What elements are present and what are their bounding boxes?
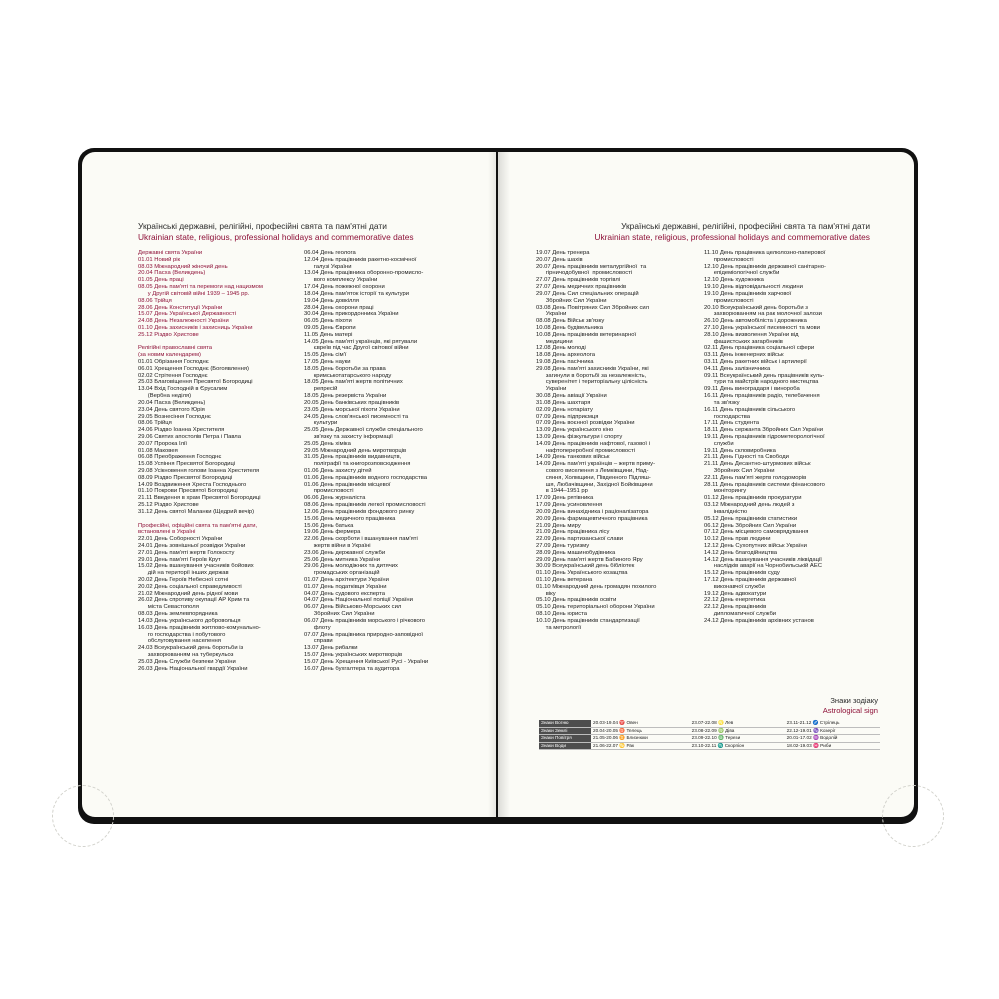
date-entry: 29.05 Міжнародний день миротворців [304,447,407,454]
date-entry: 01.05 День праці [138,277,184,284]
date-entry: 08.06 Трійця [138,297,172,304]
date-entry: 28.10 День визволення України від [704,331,799,338]
corner-pocket-left [52,785,114,847]
date-entry: 15.02 День вшанування учасників бойових [138,563,254,570]
date-entry: 10.08 День будівельника [536,324,603,331]
date-entry: 01.10 День Українського козацтва [536,570,628,577]
date-entry: 12.10 День працівників державної санітарно- [704,263,826,270]
date-entry: 25.03 День Служби безпеки України [138,658,236,665]
date-entry: 16.11 День працівників радіо, телебачення [704,393,820,400]
date-entry: 13.07 День рибалки [304,645,358,652]
zodiac-row-earth [539,727,880,735]
date-entry: 04.11 День залізничника [704,365,771,372]
date-entry: 17.12 День працівників державної [704,577,797,583]
date-entry: наслідків аварії на Чорнобильській АЕС [704,563,822,570]
date-entry: 22.01 День Соборності України [138,536,223,543]
date-entry: шя, Любачівщини, Західної Бойківщини [536,481,653,488]
date-entry: 17.09 День усиновлення [536,502,603,509]
date-entry: 03.08 День Повітряних Сил Збройних сил [536,304,650,311]
date-entry: 30.04 День прикордонника України [304,311,399,318]
date-entry: 01.10 День захисників і захисниць України [138,324,253,331]
date-entry: тури та майстрів народного мистецтва [704,379,819,386]
date-entry: 06.08 Преображення Господнє [138,454,222,461]
date-entry: 23.05 День морської піхоти України [304,406,400,413]
header-english: Ukrainian state, religious, professional holidays and commemorative dates [594,232,870,242]
right-column-2 [704,250,876,625]
corner-pocket-right [882,785,944,847]
date-entry: 25.03 Благовіщення Пресвятої Богородиці [138,379,253,386]
date-entry: 02.11 День працівника соціальної сфери [704,345,815,352]
date-entry: 27.07 День медичних працівників [536,284,627,291]
zodiac-cell: 22.12-19.01 ♑ Козеріг [786,727,836,733]
date-entry: обслуговування населення [138,638,221,645]
right-page [498,152,914,817]
date-entry: 08.03 Міжнародний жіночий день [138,263,228,270]
date-entry: 09.11 Всеукраїнський день працівників куль- [704,372,825,379]
date-entry: 26.02 День спротиву окупації АР Крим та [138,597,250,604]
date-entry: 10.08 День працівників ветеринарної [536,331,637,338]
date-entry: України [536,386,567,393]
date-entry: 06.04 День геолога [304,250,356,256]
date-entry: 10.10 День працівників стандартизації [536,617,640,624]
date-entry: 14.09 День танкових військ [536,454,610,461]
zodiac-title-english: Astrological sign [822,706,878,715]
date-entry: моніторингу [704,488,747,495]
date-entry: 05.10 День працівників освіти [536,597,617,604]
date-entry: 20.09 День фармацевтичного працівника [536,515,648,522]
date-entry: 01.06 День працівників місцевої [304,481,391,488]
date-entry: 28.06 День Конституції України [138,304,223,311]
date-entry: 14.09 День пам'яті українців – жертв приму- [536,461,656,468]
date-entry: 12.04 День працівників ракетно-космічної [304,256,417,263]
date-entry: 19.06 День фермера [304,529,361,536]
zodiac-cell: 23.09-22.10 ♎ Терези [691,735,741,740]
date-entry: Збройних Сил України [536,297,607,304]
date-entry: 18.05 День пам'яті жертв політичних [304,379,403,386]
zodiac-cell: 23.10-22.11 ♏ Скорпіон [691,742,745,748]
date-entry: 20.07 День працівників металургійної та [536,263,647,270]
date-entry: 25.12 Різдво Христове [138,331,199,338]
date-entry: 01.06 День захисту дітей [304,468,372,474]
zodiac-cell: 23.11-21.12 ♐ Стрілець [786,720,840,725]
date-entry: 24.05 День слов'янської писемності та [304,413,409,420]
date-entry: 09.11 День виноградаря і винороба [704,386,800,393]
date-entry: 10.12 День прав людини [704,536,771,543]
date-entry: 25.05 День Державної служби спеціального [304,427,423,434]
date-entry: 30.09 Всеукраїнський день бібліотек [536,563,635,570]
date-entry: зв'язку та захисту інформації [304,433,393,440]
date-entry: 25.12 Різдво Христове [138,502,199,509]
date-entry: та зв'язку [704,399,740,406]
date-entry: 15.12 День працівників суду [704,570,780,577]
date-entry: 20.10 Всеукраїнський день боротьби з [704,304,808,311]
date-entry: 19.11 День скловиробника [704,447,776,454]
date-entry: 20.05 День банківських працівників [304,399,400,406]
date-entry: встановлені в Україні [138,529,196,536]
date-entry: 17.05 День науки [304,359,351,365]
date-entry: 06.12 День Збройних Сил України [704,522,797,529]
date-entry: 20.07 Пророка Ілії [138,440,187,447]
date-entry: 19.10 День працівників харчової [704,290,792,297]
header-ukrainian: Українські державні, релігійні, професійні свята та пам'ятні дати [138,221,387,231]
date-entry: 04.07 День Національної поліції України [304,597,413,604]
date-entry: 15.06 День батька [304,522,354,529]
date-entry: 08.08 День Військ зв'язку [536,318,605,325]
date-entry: медицини [536,338,573,345]
date-entry: 01.10 День ветерана [536,577,593,583]
date-entry: 21.02 Міжнародний день рідної мови [138,590,238,597]
date-entry: 29.09 День пам'яті жертв Бабиного Яру [536,556,643,563]
zodiac-cell: 20.04-20.05 ♉ Телець [593,727,642,733]
date-entry: 16.07 День бухгалтера та аудитора [304,665,400,672]
date-entry: 20.04 Пасха (Великдень) [138,270,206,277]
date-entry: 24.01 День зовнішньої розвідки України [138,542,246,549]
date-entry: суверенітет і територіальну цілісність [536,379,648,386]
date-entry: Збройних Сил України [304,611,375,618]
date-entry: 13.04 Вхід Господній в Єрусалим [138,386,228,393]
date-entry: 22.12 День енергетика [704,597,766,604]
date-entry: 08.05 День пам'яті та перемоги над нацизмом [138,284,263,291]
date-entry: 29.06 Святих апостолів Петра і Павла [138,433,241,440]
date-entry: 17.04 День пожежної охорони [304,284,385,291]
date-entry: 01.10 Покрови Пресвятої Богородиці [138,488,238,495]
date-entry: громадських організацій [304,570,380,577]
date-entry: 31.08 День шахтаря [536,399,591,406]
date-entry: 18.05 День резервіста України [304,393,387,400]
date-entry: 01.07 День архітектури України [304,577,389,583]
zodiac-row-water [539,742,880,750]
zodiac-group-label: Знаки Вогню [539,720,591,727]
date-entry: 08.06 День працівників легкої промисловості [304,502,426,509]
date-entry: 03.11 День інженерних військ [704,352,784,359]
zodiac-row-fire [539,720,880,727]
date-entry: міста Севастополя [138,604,199,611]
date-entry: фашистських загарбників [704,338,783,345]
date-entry: 05.10 День територіальної оборони України [536,604,655,611]
date-entry: 30.08 День авіації України [536,393,607,400]
date-entry: 08.09 Різдво Пресвятої Богородиці [138,474,233,481]
date-entry: флоту [304,624,331,631]
date-entry: 08.06 Трійця [138,420,172,427]
left-column-2 [304,250,482,672]
date-entry: 04.07 День судового експерта [304,590,386,597]
date-entry: 18.05 День боротьби за права [304,365,386,372]
date-entry: 24.12 День працівників архівних установ [704,617,814,624]
date-entry: 14.05 День пам'яті українців, які рятували [304,338,418,345]
date-entry: 31.05 День працівників видавництв, [304,454,402,461]
date-entry: 01.06 День працівників водного господарства [304,474,428,481]
date-entry: 01.12 День працівників прокуратури [704,495,802,502]
zodiac-title-ukrainian: Знаки зодіаку [830,696,878,705]
right-page-header [540,221,870,243]
date-entry: культури [304,420,338,427]
date-entry: України [536,311,567,318]
date-entry: 24.06 Різдво Іоанна Хрестителя [138,427,225,434]
date-entry: 07.09 День воєнної розвідки України [536,420,635,427]
date-entry: 05.12 День працівників статистики [704,515,798,522]
date-entry: 24.08 День Незалежності України [138,318,229,325]
date-entry: (Вербна неділя) [138,393,192,400]
date-entry: 26.10 День автомобіліста і дорожника [704,318,807,325]
date-entry: 29.06 День молодіжних та дитячих [304,563,398,570]
date-entry: 24.03 Всеукраїнський день боротьби із [138,645,244,652]
date-entry: 13.09 День українського кіно [536,427,614,434]
date-entry: 29.08 День пам'яті захисників України, які [536,365,649,372]
date-entry: 03.12 Міжнародний день людей з [704,502,795,509]
date-entry: 20.09 День винахідника і раціоналізатора [536,508,649,515]
date-entry: Державні свята України [138,250,203,256]
date-entry: 14.12 День вшанування учасників ліквідації [704,556,822,563]
date-entry: 15.07 День Хрещення Київської Русі - України [304,658,429,665]
date-entry: 08.10 День юриста [536,611,588,618]
date-entry: 12.10 День художника [704,277,764,284]
date-entry: в 1944–1951 рр [536,488,588,495]
date-entry: 14.09 Воздвиження Хреста Господнього [138,481,247,488]
date-entry: (за новим календарем) [138,352,201,359]
date-entry: 21.11 День Десантно-штурмових військ [704,461,811,468]
zodiac-cell: 21.05-20.06 ♊ Близнюки [593,735,648,740]
date-entry: 19.10 День відповідальності людини [704,284,803,291]
left-column-1 [138,250,303,672]
date-entry: 27.10 День української писемності та мови [704,324,821,331]
header-ukrainian: Українські державні, релігійні, професійні свята та пам'ятні дати [621,221,870,231]
date-entry: 01.08 Маковея [138,447,178,454]
date-entry: 28.04 День охорони праці [304,304,374,311]
date-entry: 15.08 Успіння Пресвятої Богородиці [138,461,236,468]
date-entry: Професійні, офіційні свята та пам'ятні дати, [138,522,258,529]
date-entry: 12.08 День молоді [536,345,586,352]
date-entry: галузі України [304,263,352,270]
date-entry: 27.09 День туризму [536,542,590,549]
date-entry: віку [536,590,556,597]
zodiac-title [823,696,878,716]
date-entry: 01.01 Обрізання Господнє [138,359,209,365]
date-entry: жертв війни в Україні [304,542,371,549]
date-entry: 21.09 День миру [536,522,581,529]
date-entry: 22.09 День партизанської слави [536,536,624,543]
date-entry: поліграфії та книгорозповсюдження [304,461,411,468]
date-entry: 31.12 День святої Маланки (Щедрий вечір) [138,508,255,515]
date-entry: справи [304,638,333,645]
date-entry: 25.06 День митника України [304,556,380,563]
zodiac-group-label: Знаки Повітря [539,735,591,743]
date-entry: 12.06 День працівників фондового ринку [304,508,415,515]
date-entry: 15.06 День медичного працівника [304,515,396,522]
date-entry: 13.09 День фізкультури і спорту [536,433,623,440]
date-entry: 23.04 День святого Юрія [138,406,205,413]
date-entry: 15.05 День сім'ї [304,352,347,359]
date-entry: 07.07 День працівника природно-заповідної [304,631,423,638]
zodiac-group-label: Знаки Землі [539,727,591,735]
zodiac-cell: 18.02-19.03 ♓ Риби [786,742,832,748]
date-entry: 16.11 День працівників сільського [704,406,796,413]
date-entry: го господарства і побутового [138,631,226,638]
left-page [82,152,496,817]
date-entry: 19.07 День тренера [536,250,590,256]
date-entry: 11.05 День матері [304,331,353,338]
date-entry: Збройних Сил України [704,468,775,474]
date-entry: 15.07 День українських миротворців [304,651,403,658]
date-entry: загинули в боротьбі за незалежність, [536,372,647,379]
date-entry: 20.04 Пасха (Великдень) [138,399,206,406]
date-entry: 29.01 День пам'яті Героїв Крут [138,556,221,563]
date-entry: 18.11 День сержанта Збройних Сил України [704,427,824,434]
date-entry: 21.09 День працівника лісу [536,529,610,536]
date-entry: 18.04 День пам'яток історії та культури [304,290,409,297]
date-entry: репресій [304,386,338,393]
date-entry: нафтопереробної промисловості [536,447,636,454]
date-entry: господарства [704,413,750,420]
date-entry: 17.09 День рятівника [536,495,594,502]
date-entry: 06.05 День піхоти [304,318,352,325]
date-entry: інвалідністю [704,508,748,515]
date-entry: 01.10 Міжнародний день громадян похилого [536,583,657,590]
header-english: Ukrainian state, religious, professional holidays and commemorative dates [138,232,414,242]
date-entry: 07.09 День підприємця [536,413,599,420]
date-entry [138,516,303,523]
date-entry: промисловості [704,297,754,304]
date-entry: промисловості [704,256,754,263]
date-entry: 29.08 Усікновення голови Іоанна Хрестителя [138,468,260,474]
date-entry: та метрології [536,624,582,631]
date-entry: 17.11 День студента [704,420,760,427]
date-entry: вого комплексу України [304,277,378,284]
date-entry: 14.03 День українського добровольця [138,617,241,624]
date-entry: дій на території інших держав [138,570,229,577]
date-entry: захворюванням на туберкульоз [138,651,234,658]
date-entry: 27.07 День працівників торгівлі [536,277,621,284]
date-entry: 06.07 День працівників морського і річкового [304,617,426,624]
date-entry: 09.05 День Європи [304,324,356,331]
date-entry: 27.01 День пам'яті жертв Голокосту [138,549,235,556]
date-entry: 19.11 День працівників гідрометеорологічної [704,433,825,440]
date-entry: 06.06 День журналіста [304,495,366,502]
date-entry: 25.05 День хіміка [304,440,351,447]
zodiac-group-label: Знаки Води [539,742,591,750]
date-entry: 28.09 День машинобудівника [536,549,616,556]
date-entry: 03.11 День ракетних військ і артилерії [704,359,807,365]
zodiac-cell: 20.03-19.04 ♈ Овен [593,720,638,725]
date-entry: 22.12 День працівників [704,604,767,611]
date-entry: 12.12 День Сухопутних військ України [704,542,807,549]
date-entry: 28.11 День працівників системи фінансового [704,481,825,488]
date-entry: 29.07 День Сил спеціальних операцій [536,290,639,297]
date-entry: 15.07 День Української Державності [138,311,236,318]
zodiac-cell: 23.08-22.09 ♍ Діва [691,727,735,733]
date-entry: 14.09 День працівників нафтової, газової і [536,440,650,447]
date-entry: сяння, Холмщини, Південного Підляш- [536,474,651,481]
date-entry: 26.03 День Національної гвардії України [138,665,248,672]
date-entry: 01.07 День податківця України [304,583,387,590]
date-entry: 29.05 Вознесіння Господнє [138,413,211,420]
date-entry: у Другій світовій війні 1939 – 1945 рр. [138,290,250,297]
date-entry: 21.11 День Гідності та Свободи [704,454,789,461]
date-entry: 20.07 День шахів [536,256,583,263]
date-entry: 02.02 Стрітення Господнє [138,372,208,379]
date-entry: євреїв під час Другої світової війни [304,345,409,352]
date-entry: 06.01 Хрещення Господнє (Богоявлення) [138,365,249,372]
date-entry: 21.11 Введення в храм Пресвятої Богородиці [138,495,261,502]
date-entry: сового виселення з Лемківщини, Над- [536,468,649,474]
date-entry: 06.07 День Військово-Морських сил [304,604,402,611]
date-entry: 20.02 День соціальної справедливості [138,583,242,590]
date-entry: Релігійні православні свята [138,345,213,352]
date-entry: 18.08 День археолога [536,352,595,359]
date-entry: 11.10 День працівника целюлозно-паперової [704,250,826,256]
date-entry: 23.06 День державної служби [304,549,386,556]
date-entry: виконавчої служби [704,583,765,590]
left-page-header [138,221,468,243]
right-column-1 [536,250,706,632]
date-entry: 19.12 День адвокатури [704,590,767,597]
zodiac-cell: 20.01-17.02 ♒ Водолій [786,735,838,740]
zodiac-row-air [539,735,880,743]
date-entry: 19.08 День пасічника [536,359,594,365]
date-entry: 07.12 День місцевого самоврядування [704,529,809,536]
date-entry: промисловості [304,488,354,495]
date-entry: 19.04 День довкілля [304,297,359,304]
date-entry: 16.03 День працівників житлово-комунально- [138,624,261,631]
date-entry: захворюванням на рак молочної залози [704,311,822,318]
date-entry: 02.09 День нотаріату [536,406,593,413]
date-entry: 14.12 День благодійництва [704,549,777,556]
book-gutter [488,152,510,817]
date-entry [138,339,303,346]
date-entry: 13.04 День працівника оборонно-промисло- [304,270,424,277]
date-entry: гірничодобувної промисловості [536,270,633,277]
date-entry: дипломатичної служби [704,611,777,618]
date-entry: кримськотатарського народу [304,372,392,379]
date-entry: 22.11 День пам'яті жертв голодоморів [704,474,807,481]
date-entry: 01.01 Новий рік [138,256,181,263]
zodiac-cell: 23.07-22.08 ♌ Лев [691,720,734,725]
date-entry: 20.02 День Героїв Небесної сотні [138,577,229,583]
zodiac-table [539,720,880,750]
date-entry: 22.06 День скорботи і вшанування пам'яті [304,536,418,543]
zodiac-cell: 21.06-22.07 ♋ Рак [593,742,635,748]
date-entry: епідеміологічної служби [704,270,780,277]
date-entry: 08.03 День землевпорядника [138,611,218,618]
date-entry: служби [704,440,734,447]
